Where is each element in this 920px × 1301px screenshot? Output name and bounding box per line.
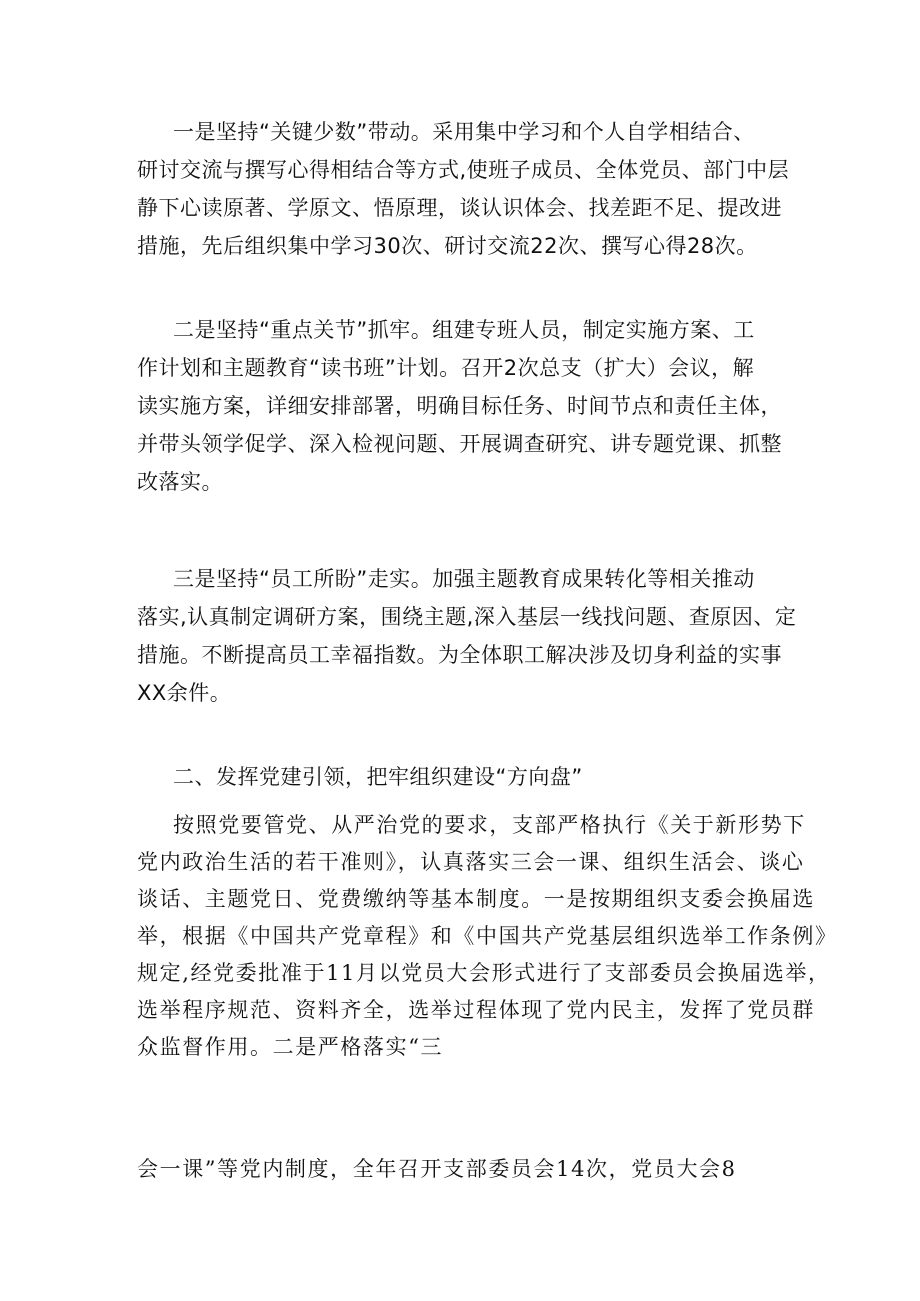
text-line: 静下心读原著、学原文、悟原理，谈认识体会、找差距不足、提改进 xyxy=(137,196,782,220)
text-line: 措施。不断提高员工幸福指数。为全体职工解决涉及切身利益的实事 xyxy=(137,643,782,667)
paragraph-continuation xyxy=(137,1151,787,1188)
text-line: 规定,经党委批准于11月以党员大会形式进行了支部委员会换届选举， xyxy=(137,961,831,985)
text-line: 众监督作用。二是严格落实“三 xyxy=(137,1035,444,1059)
paragraph-party-governance xyxy=(137,807,838,1066)
section-heading xyxy=(137,758,787,796)
text-line: 选举程序规范、资料齐全，选举过程体现了党内民主，发挥了党员群 xyxy=(137,998,815,1022)
text-line: 作计划和主题教育“读书班”计划。召开2次总支（扩大）会议，解 xyxy=(137,356,755,380)
text-line: 措施，先后组织集中学习30次、研讨交流22次、撰写心得28次。 xyxy=(137,234,758,258)
text-line: XX余件。 xyxy=(137,681,232,705)
text-line: 并带头领学促学、深入检视问题、开展调查研究、讲专题党课、抓整 xyxy=(137,432,782,456)
paragraph-key-minority xyxy=(137,113,790,265)
text-line: 读实施方案，详细安排部署，明确目标任务、时间节点和责任主体， xyxy=(137,394,782,418)
paragraph-employee-expectations xyxy=(137,560,797,712)
paragraph-key-links xyxy=(137,311,787,501)
text-line: 二是坚持“重点关节”抓牢。组建专班人员，制定实施方案、工 xyxy=(173,318,755,342)
text-line: 会一课”等党内制度，全年召开支部委员会14次，党员大会8 xyxy=(137,1157,737,1181)
text-line: 一是坚持“关键少数”带动。采用集中学习和个人自学相结合、 xyxy=(173,120,755,144)
text-line: 谈话、主题党日、党费缴纳等基本制度。一是按期组织支委会换届选 xyxy=(137,887,815,911)
heading-line: 二、发挥党建引领，把牢组织建设“方向盘” xyxy=(173,765,583,789)
text-line: 党内政治生活的若干准则》，认真落实三会一课、组织生活会、谈心 xyxy=(137,850,805,874)
text-line: 按照党要管党、从严治党的要求，支部严格执行《关于新形势下 xyxy=(173,813,806,837)
text-line: 三是坚持“员工所盼”走实。加强主题教育成果转化等相关推动 xyxy=(173,567,755,591)
text-line: 举，根据《中国共产党章程》和《中国共产党基层组织选举工作条例》 xyxy=(137,924,838,948)
text-line: 改落实。 xyxy=(137,470,223,494)
text-line: 落实,认真制定调研方案，围绕主题,深入基层一线找问题、查原因、定 xyxy=(137,605,797,629)
text-line: 研讨交流与撰写心得相结合等方式,使班子成员、全体党员、部门中层 xyxy=(137,158,790,182)
